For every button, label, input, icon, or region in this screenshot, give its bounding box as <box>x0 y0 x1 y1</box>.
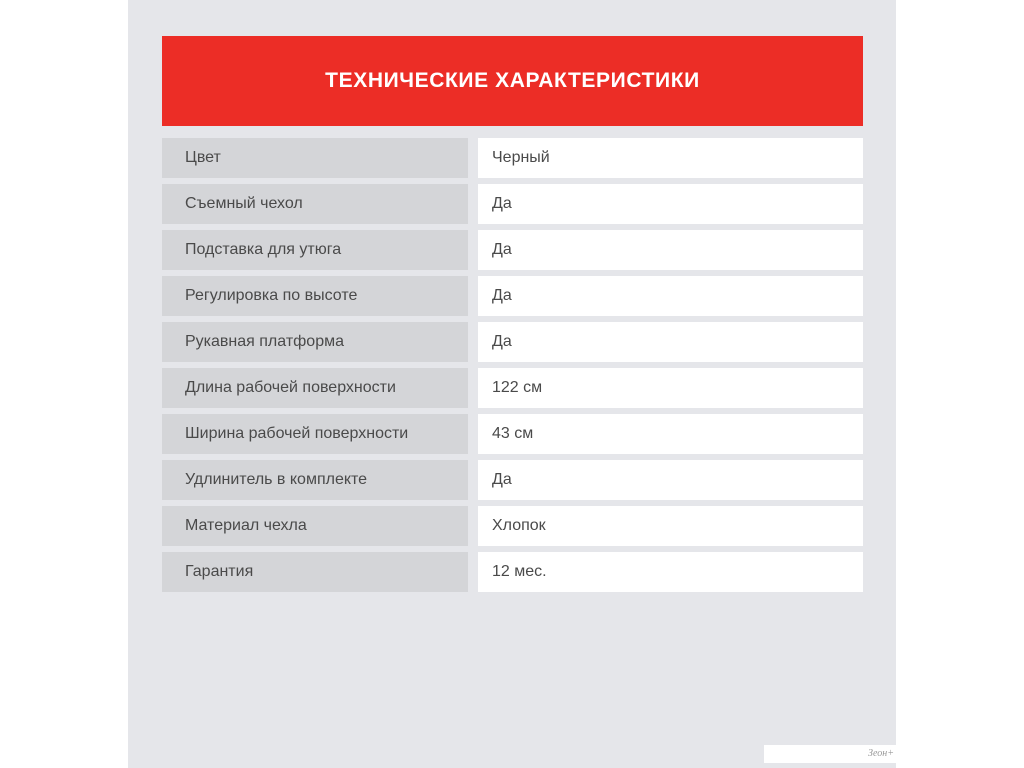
spec-value: Хлопок <box>478 506 863 546</box>
table-row <box>162 230 863 270</box>
spec-value: Да <box>478 460 863 500</box>
spec-value: Черный <box>478 138 863 178</box>
spec-value: Да <box>478 184 863 224</box>
spec-value: 43 см <box>478 414 863 454</box>
spec-value: 122 см <box>478 368 863 408</box>
table-row <box>162 322 863 362</box>
table-row <box>162 414 863 454</box>
spec-value: Да <box>478 322 863 362</box>
table-row <box>162 184 863 224</box>
table-row <box>162 552 863 592</box>
spec-label: Рукавная платформа <box>162 322 468 362</box>
spec-table <box>162 138 863 598</box>
spec-label: Материал чехла <box>162 506 468 546</box>
spec-value: Да <box>478 276 863 316</box>
header-banner <box>162 36 863 126</box>
table-row <box>162 138 863 178</box>
spec-value: Да <box>478 230 863 270</box>
spec-label: Удлинитель в комплекте <box>162 460 468 500</box>
page-title: ТЕХНИЧЕСКИЕ ХАРАКТЕРИСТИКИ <box>325 69 700 92</box>
spec-label: Ширина рабочей поверхности <box>162 414 468 454</box>
spec-label: Регулировка по высоте <box>162 276 468 316</box>
spec-label: Съемный чехол <box>162 184 468 224</box>
table-row <box>162 276 863 316</box>
spec-label: Длина рабочей поверхности <box>162 368 468 408</box>
spec-label: Подставка для утюга <box>162 230 468 270</box>
spec-value: 12 мес. <box>478 552 863 592</box>
table-row <box>162 368 863 408</box>
spec-label: Гарантия <box>162 552 468 592</box>
watermark: Зеон+ <box>764 745 896 763</box>
table-row <box>162 460 863 500</box>
spec-sheet-panel <box>128 0 896 768</box>
table-row <box>162 506 863 546</box>
spec-label: Цвет <box>162 138 468 178</box>
